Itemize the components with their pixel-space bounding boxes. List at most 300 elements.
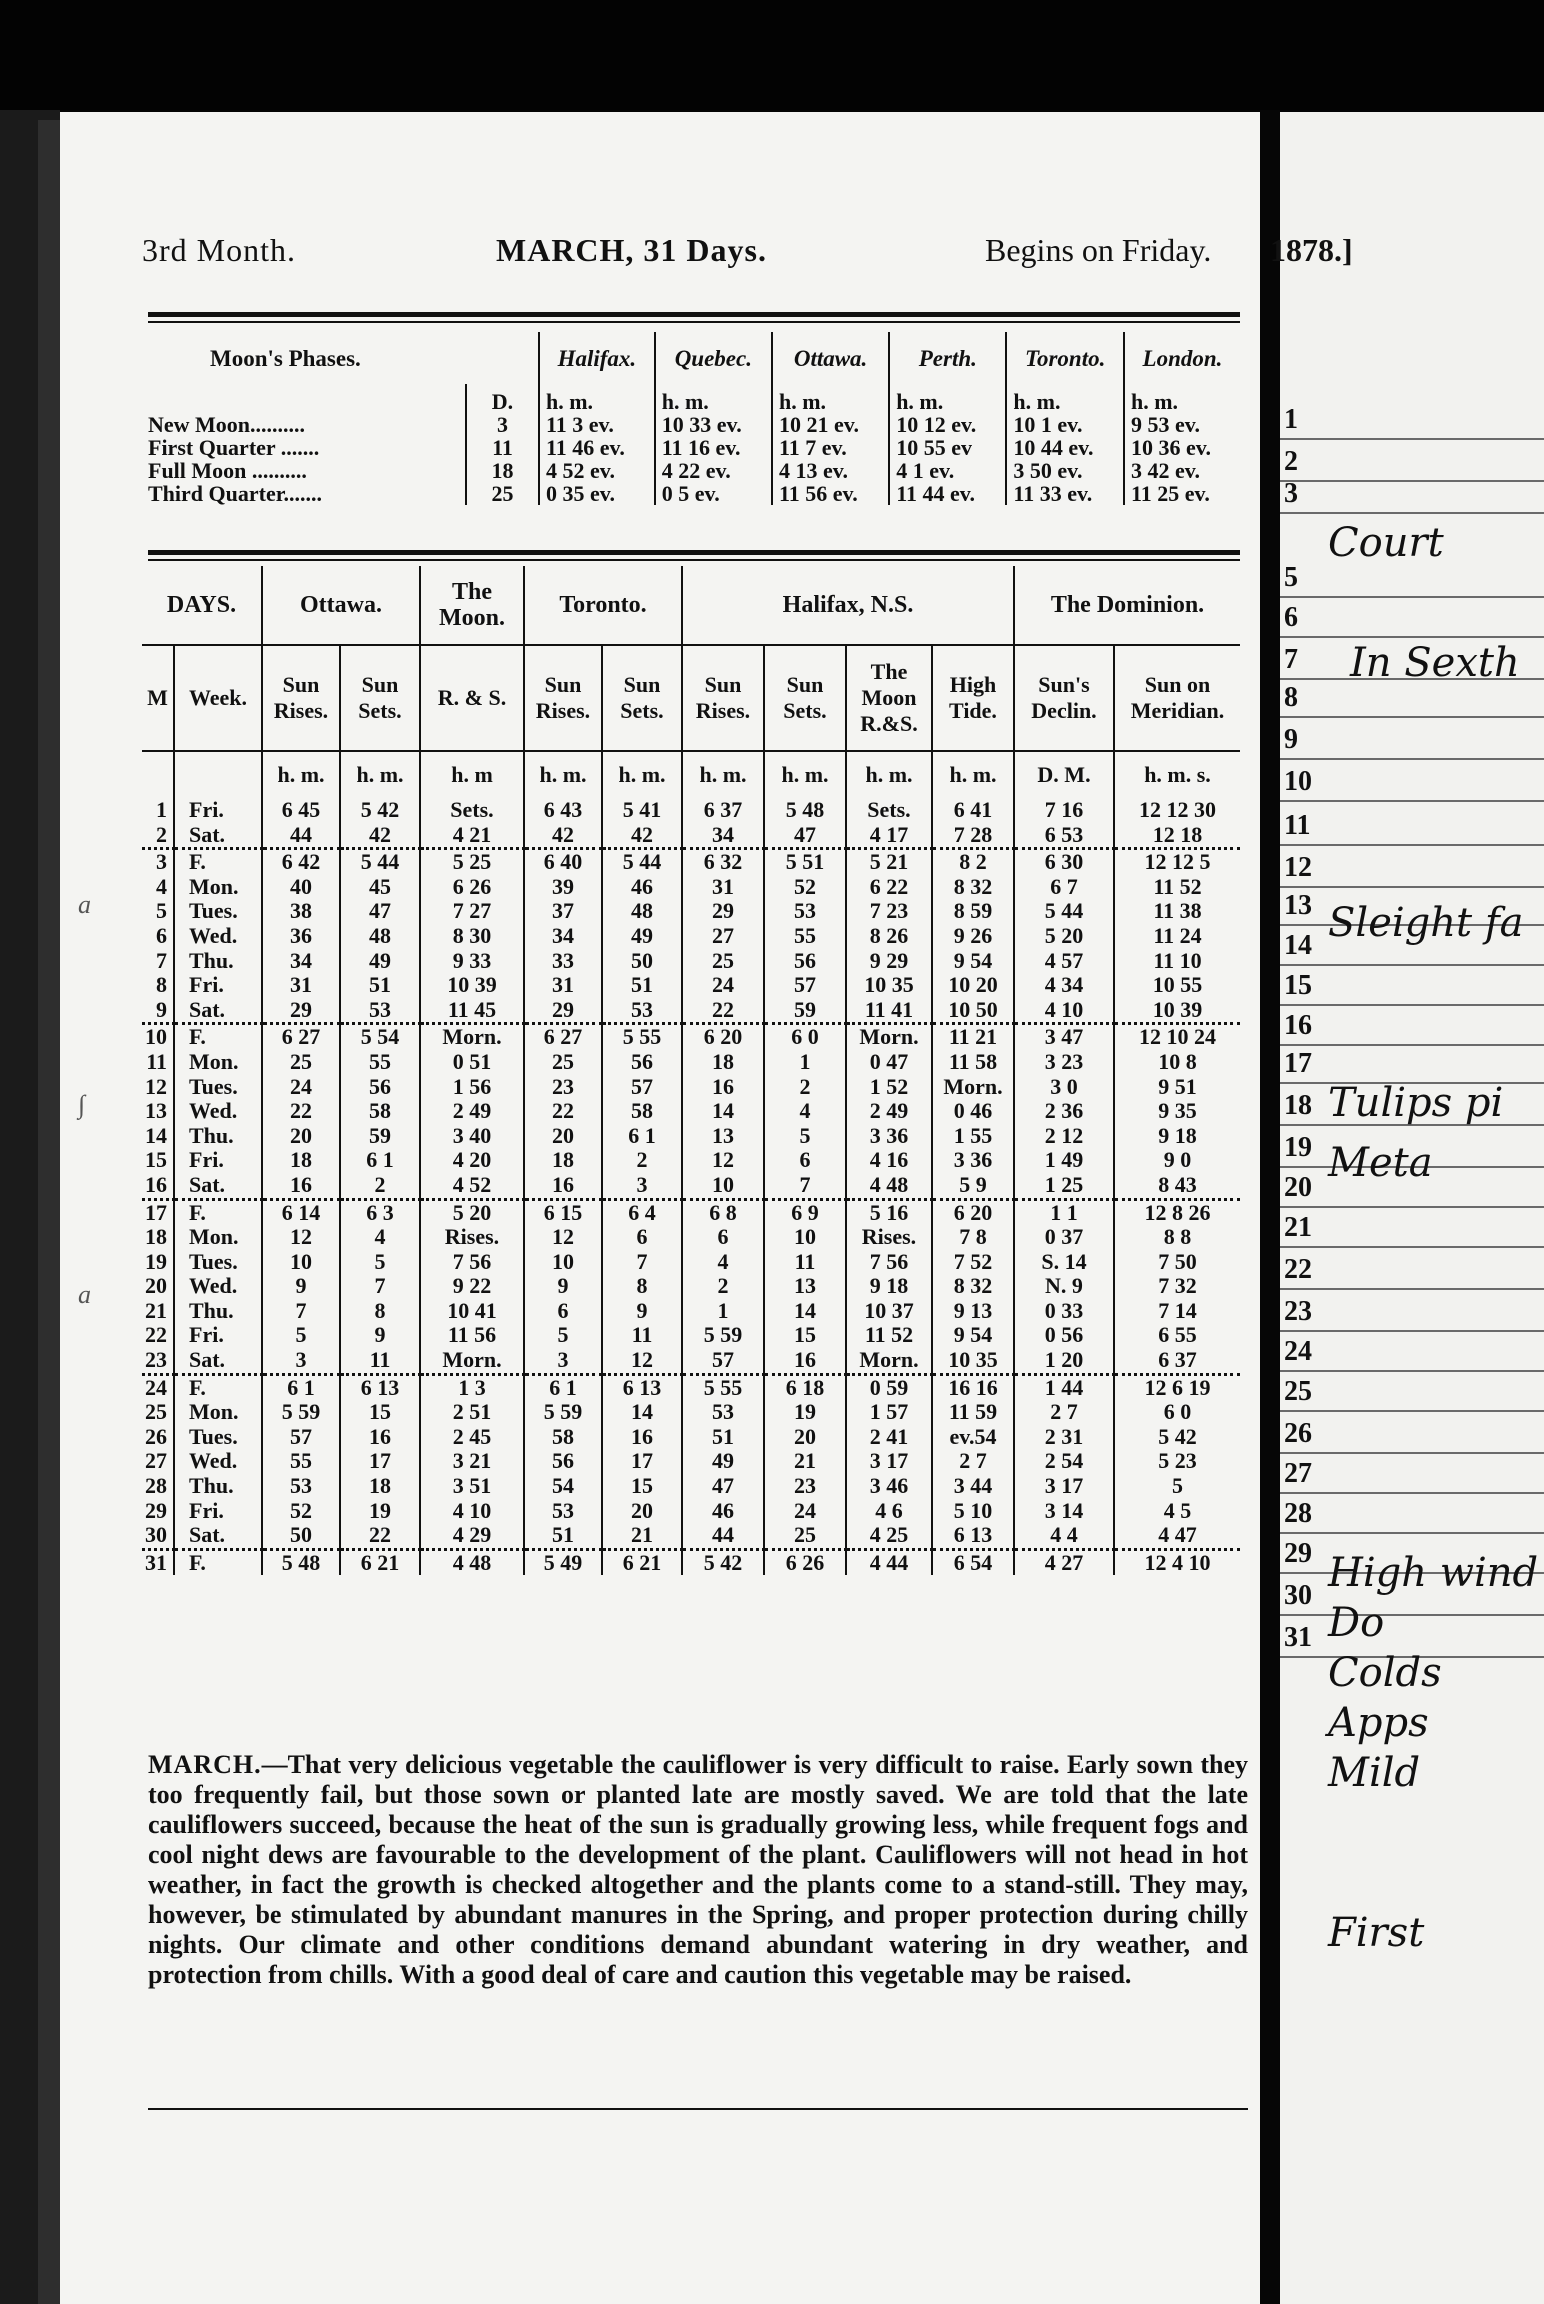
hm-label: h. m. [889, 384, 1006, 413]
handwritten-entry: In Sexth [1350, 640, 1520, 686]
unit-label: h. m. [764, 751, 846, 798]
day-cell: 15 [340, 1400, 420, 1425]
day-cell: 10 35 [846, 973, 932, 998]
weekday: F. [174, 1024, 262, 1050]
day-cell: 5 48 [262, 1549, 340, 1575]
day-cell: 6 [524, 1299, 602, 1324]
day-cell: 8 8 [1114, 1225, 1240, 1250]
day-cell: Morn. [846, 1348, 932, 1374]
ledger-day-number: 1 [1284, 404, 1298, 435]
day-cell: 59 [340, 1124, 420, 1149]
day-number: 5 [156, 898, 167, 924]
ledger-day-number: 7 [1284, 644, 1298, 675]
weekday: Mon. [174, 875, 262, 900]
phase-time: 11 3 ev. [539, 413, 655, 436]
unit-label: h. m. [524, 751, 602, 798]
ledger-day-number: 12 [1284, 852, 1312, 883]
day-cell: 2 54 [1014, 1449, 1114, 1474]
year-label: 1878.] [1270, 232, 1353, 268]
weekday: Thu. [174, 949, 262, 974]
day-cell: 11 10 [1114, 949, 1240, 974]
ledger-line [1280, 844, 1544, 846]
phase-time: 4 13 ev. [772, 459, 889, 482]
group-days: DAYS. [166, 592, 237, 618]
ledger-day-number: 14 [1284, 930, 1312, 961]
column-header: Sun on Meridian. [1114, 645, 1240, 751]
day-cell: 56 [524, 1449, 602, 1474]
weekday: Sat. [174, 1173, 262, 1199]
day-cell: 6 13 [340, 1374, 420, 1400]
unit-label [142, 751, 174, 798]
ledger-line [1280, 1246, 1544, 1248]
day-number: 22 [145, 1322, 167, 1348]
day-cell: 7 [764, 1173, 846, 1199]
day-cell: 7 [602, 1250, 682, 1275]
day-cell: 11 45 [420, 998, 524, 1024]
day-cell: 42 [340, 823, 420, 849]
phase-time: 10 44 ev. [1006, 436, 1124, 459]
ledger-day-number: 28 [1284, 1498, 1312, 1529]
day-cell: 3 46 [846, 1474, 932, 1499]
day-cell: 3 17 [846, 1449, 932, 1474]
day-number: 26 [145, 1423, 167, 1449]
day-cell: 23 [764, 1474, 846, 1499]
ledger-day-number: 2 [1284, 446, 1298, 477]
day-cell: 3 17 [1014, 1474, 1114, 1499]
day-cell: 4 10 [1014, 998, 1114, 1024]
ledger-day-number: 16 [1284, 1010, 1312, 1041]
note-lead: MARCH. [148, 1750, 262, 1779]
page-gutter [1260, 110, 1280, 2304]
handwritten-entry: Meta [1328, 1140, 1433, 1186]
day-cell: 11 59 [932, 1400, 1014, 1425]
column-header: The Moon R.&S. [846, 645, 932, 751]
day-cell: 8 30 [420, 924, 524, 949]
day-cell: 51 [602, 973, 682, 998]
facing-page [1280, 112, 1544, 2304]
d-label: D. [466, 384, 539, 413]
unit-label: h. m. [932, 751, 1014, 798]
day-row [142, 1024, 1240, 1050]
day-cell: 12 12 30 [1114, 798, 1240, 823]
day-cell: 8 [340, 1299, 420, 1324]
ledger-day-number: 22 [1284, 1254, 1312, 1285]
day-cell: 31 [262, 973, 340, 998]
day-cell: 49 [682, 1449, 764, 1474]
day-cell: 2 45 [420, 1425, 524, 1450]
day-row [142, 875, 1240, 900]
day-cell: 25 [682, 949, 764, 974]
day-cell: 7 50 [1114, 1250, 1240, 1275]
day-cell: 6 45 [262, 798, 340, 823]
day-number: 29 [145, 1497, 167, 1523]
day-cell: 9 51 [1114, 1075, 1240, 1100]
day-cell: 10 39 [420, 973, 524, 998]
day-cell: 9 33 [420, 949, 524, 974]
weekday: Mon. [174, 1225, 262, 1250]
weekday: Fri. [174, 798, 262, 823]
day-cell: 46 [682, 1499, 764, 1524]
day-row [142, 949, 1240, 974]
day-cell: 25 [524, 1050, 602, 1075]
day-cell: 5 49 [524, 1549, 602, 1575]
day-cell: 5 42 [1114, 1425, 1240, 1450]
phase-time: 11 7 ev. [772, 436, 889, 459]
day-cell: 3 36 [846, 1124, 932, 1149]
handwritten-entry: Mild [1328, 1750, 1421, 1796]
day-number: 7 [156, 947, 167, 973]
phase-time: 10 21 ev. [772, 413, 889, 436]
city-halifax: Halifax. [539, 332, 655, 384]
day-cell: 5 54 [340, 1024, 420, 1050]
margin-mark: ∫ [78, 1090, 86, 1119]
phase-row-first-quarter [142, 436, 1240, 459]
phase-time: 3 50 ev. [1006, 459, 1124, 482]
ledger-day-number: 13 [1284, 890, 1312, 921]
day-cell: 5 [262, 1323, 340, 1348]
day-cell: 6 43 [524, 798, 602, 823]
day-cell: 57 [764, 973, 846, 998]
phase-time: 11 16 ev. [655, 436, 772, 459]
day-cell: 4 5 [1114, 1499, 1240, 1524]
day-cell: 24 [682, 973, 764, 998]
ledger-line [1280, 716, 1544, 718]
day-cell: Morn. [932, 1075, 1014, 1100]
day-cell: 10 8 [1114, 1050, 1240, 1075]
weekday: Wed. [174, 1449, 262, 1474]
ledger-line [1280, 886, 1544, 888]
day-cell: 11 52 [846, 1323, 932, 1348]
day-row [142, 1050, 1240, 1075]
day-cell: 4 44 [846, 1549, 932, 1575]
day-cell: 1 20 [1014, 1348, 1114, 1374]
day-cell: 5 20 [1014, 924, 1114, 949]
day-cell: 4 27 [1014, 1549, 1114, 1575]
day-cell: Sets. [420, 798, 524, 823]
group-the-moon: The Moon. [420, 566, 524, 645]
phase-time: 11 56 ev. [772, 482, 889, 505]
day-cell: ev.54 [932, 1425, 1014, 1450]
day-cell: 4 [682, 1250, 764, 1275]
day-cell: 5 44 [1014, 899, 1114, 924]
day-row [142, 1274, 1240, 1299]
ledger-day-number: 5 [1284, 562, 1298, 593]
day-cell: 18 [340, 1474, 420, 1499]
day-cell: 42 [602, 823, 682, 849]
ledger-line [1280, 1410, 1544, 1412]
day-number: 28 [145, 1473, 167, 1499]
day-cell: 5 59 [524, 1400, 602, 1425]
ledger-day-number: 17 [1284, 1048, 1312, 1079]
day-row [142, 1523, 1240, 1549]
day-cell: 4 47 [1114, 1523, 1240, 1549]
day-cell: 10 41 [420, 1299, 524, 1324]
day-cell: 58 [602, 1099, 682, 1124]
day-cell: 0 47 [846, 1050, 932, 1075]
day-cell: 58 [524, 1425, 602, 1450]
day-cell: 50 [262, 1523, 340, 1549]
weekday: Wed. [174, 1099, 262, 1124]
day-cell: 10 55 [1114, 973, 1240, 998]
day-cell: 3 36 [932, 1148, 1014, 1173]
day-cell: 52 [262, 1499, 340, 1524]
day-cell: 8 26 [846, 924, 932, 949]
day-cell: 0 56 [1014, 1323, 1114, 1348]
day-cell: 4 [764, 1099, 846, 1124]
unit-label: h. m. [846, 751, 932, 798]
unit-label: D. M. [1014, 751, 1114, 798]
day-cell: 6 7 [1014, 875, 1114, 900]
day-cell: 6 37 [682, 798, 764, 823]
day-cell: 5 42 [682, 1549, 764, 1575]
day-cell: 20 [524, 1124, 602, 1149]
weekday: Mon. [174, 1050, 262, 1075]
ledger-line [1280, 1004, 1544, 1006]
day-cell: 2 49 [846, 1099, 932, 1124]
day-cell: 11 58 [932, 1050, 1014, 1075]
day-cell: 5 [764, 1124, 846, 1149]
day-number: 8 [156, 972, 167, 998]
phase-name: New Moon.......... [148, 412, 306, 437]
day-cell: 47 [682, 1474, 764, 1499]
weekday: Mon. [174, 1400, 262, 1425]
day-cell: 3 [524, 1348, 602, 1374]
day-cell: 3 [602, 1173, 682, 1199]
day-cell: 5 [524, 1323, 602, 1348]
day-cell: 6 14 [262, 1199, 340, 1225]
day-cell: 19 [764, 1400, 846, 1425]
day-cell: 16 [682, 1075, 764, 1100]
day-cell: 9 35 [1114, 1099, 1240, 1124]
weekday: F. [174, 1374, 262, 1400]
day-cell: 3 14 [1014, 1499, 1114, 1524]
day-cell: 7 23 [846, 899, 932, 924]
day-cell: 4 10 [420, 1499, 524, 1524]
day-cell: 25 [764, 1523, 846, 1549]
unit-label: h. m. [340, 751, 420, 798]
day-cell: 1 3 [420, 1374, 524, 1400]
unit-label: h. m. [682, 751, 764, 798]
day-cell: 12 12 5 [1114, 849, 1240, 875]
weekday: F. [174, 1549, 262, 1575]
day-cell: 21 [602, 1523, 682, 1549]
day-cell: 11 52 [1114, 875, 1240, 900]
day-cell: 24 [764, 1499, 846, 1524]
day-cell: 3 44 [932, 1474, 1014, 1499]
day-cell: 48 [602, 899, 682, 924]
ledger-line [1280, 1492, 1544, 1494]
day-row [142, 1148, 1240, 1173]
day-cell: 22 [262, 1099, 340, 1124]
day-cell: 11 38 [1114, 899, 1240, 924]
day-cell: 3 51 [420, 1474, 524, 1499]
ledger-line [1280, 1330, 1544, 1332]
day-cell: 3 47 [1014, 1024, 1114, 1050]
weekday: Thu. [174, 1474, 262, 1499]
day-number: 19 [145, 1248, 167, 1274]
weekday: Tues. [174, 1250, 262, 1275]
day-cell: 6 13 [602, 1374, 682, 1400]
day-cell: 5 9 [932, 1173, 1014, 1199]
day-cell: 7 [262, 1299, 340, 1324]
day-cell: 6 9 [764, 1199, 846, 1225]
day-cell: 9 18 [1114, 1124, 1240, 1149]
phase-day: 11 [466, 436, 539, 459]
day-cell: 1 49 [1014, 1148, 1114, 1173]
day-cell: 47 [764, 823, 846, 849]
day-row [142, 823, 1240, 849]
day-cell: 9 22 [420, 1274, 524, 1299]
day-row [142, 1075, 1240, 1100]
day-cell: 9 18 [846, 1274, 932, 1299]
weekday: Thu. [174, 1299, 262, 1324]
day-cell: 9 54 [932, 949, 1014, 974]
day-cell: 6 26 [420, 875, 524, 900]
day-cell: 2 [682, 1274, 764, 1299]
day-cell: 5 51 [764, 849, 846, 875]
day-cell: 6 21 [602, 1549, 682, 1575]
weekday: Sat. [174, 1523, 262, 1549]
day-cell: 23 [524, 1075, 602, 1100]
day-cell: 0 46 [932, 1099, 1014, 1124]
day-number: 23 [145, 1347, 167, 1373]
note-text: —That very delicious vegetable the cauliflower is very difficult to raise. Early sown they too frequently fail, but those sown or planted late are mostly saved. We are told that the late cauliflowers succeed, because the heat of the sun is gradually growing less, while frequent fogs and cool night dews are favourable to the development of the plant. Cauliflowers will not head in hot weather, in fact the growth is checked altogether and the plants come to a stand-still. They may, however, be stimulated by abundant manures in the Spring, and proper protection during chilly nights. Our climate and other conditions demand abundant watering in dry weather, and protection from chills. With a good deal of care and caution this vegetable may be raised. [148, 1750, 1248, 1989]
column-header: M [142, 645, 174, 751]
ledger-line [1280, 596, 1544, 598]
ledger-day-number: 31 [1284, 1622, 1312, 1653]
day-cell: 53 [524, 1499, 602, 1524]
day-cell: 12 [262, 1225, 340, 1250]
day-cell: 57 [682, 1348, 764, 1374]
day-cell: 5 55 [602, 1024, 682, 1050]
day-cell: 53 [262, 1474, 340, 1499]
day-row [142, 1449, 1240, 1474]
phase-time: 10 33 ev. [655, 413, 772, 436]
column-header: High Tide. [932, 645, 1014, 751]
handwritten-entry: Colds [1328, 1650, 1442, 1696]
day-cell: 16 [602, 1425, 682, 1450]
weekday: Wed. [174, 924, 262, 949]
day-row [142, 1499, 1240, 1524]
phase-time: 11 46 ev. [539, 436, 655, 459]
day-row [142, 1199, 1240, 1225]
ledger-day-number: 25 [1284, 1376, 1312, 1407]
ledger-day-number: 15 [1284, 970, 1312, 1001]
day-cell: 12 8 26 [1114, 1199, 1240, 1225]
day-cell: 29 [262, 998, 340, 1024]
day-cell: 1 55 [932, 1124, 1014, 1149]
day-cell: 14 [682, 1099, 764, 1124]
column-header: Sun Sets. [602, 645, 682, 751]
day-cell: 6 1 [262, 1374, 340, 1400]
day-cell: 6 20 [932, 1199, 1014, 1225]
weekday: Fri. [174, 1148, 262, 1173]
day-cell: 6 [682, 1225, 764, 1250]
phase-time: 11 33 ev. [1006, 482, 1124, 505]
day-cell: 12 10 24 [1114, 1024, 1240, 1050]
day-cell: 56 [764, 949, 846, 974]
weekday: Fri. [174, 1323, 262, 1348]
day-cell: 52 [764, 875, 846, 900]
day-cell: 4 48 [420, 1549, 524, 1575]
phase-time: 11 25 ev. [1124, 482, 1240, 505]
margin-mark: a [78, 890, 91, 919]
day-number: 9 [156, 996, 167, 1022]
weekday: Sat. [174, 1348, 262, 1374]
day-cell: S. 14 [1014, 1250, 1114, 1275]
day-cell: 16 [262, 1173, 340, 1199]
handwritten-entry: Court [1328, 520, 1444, 566]
day-cell: 6 13 [932, 1523, 1014, 1549]
day-cell: 3 0 [1014, 1075, 1114, 1100]
day-cell: 2 49 [420, 1099, 524, 1124]
day-row [142, 1124, 1240, 1149]
ledger-line [1280, 800, 1544, 802]
day-cell: 18 [682, 1050, 764, 1075]
phase-time: 4 22 ev. [655, 459, 772, 482]
day-cell: 13 [764, 1274, 846, 1299]
day-cell: 4 34 [1014, 973, 1114, 998]
day-cell: 2 7 [932, 1449, 1014, 1474]
day-number: 11 [146, 1048, 167, 1074]
day-row [142, 1299, 1240, 1324]
ledger-day-number: 24 [1284, 1336, 1312, 1367]
day-number: 30 [145, 1522, 167, 1548]
day-cell: 9 [340, 1323, 420, 1348]
day-cell: Rises. [420, 1225, 524, 1250]
ledger-day-number: 10 [1284, 766, 1312, 797]
weekday: Tues. [174, 1075, 262, 1100]
unit-label: h. m [420, 751, 524, 798]
phase-time: 3 42 ev. [1124, 459, 1240, 482]
day-cell: 22 [340, 1523, 420, 1549]
day-cell: 5 23 [1114, 1449, 1240, 1474]
day-cell: 4 4 [1014, 1523, 1114, 1549]
day-cell: 10 37 [846, 1299, 932, 1324]
footer-rule [148, 2108, 1248, 2110]
ledger-day-number: 11 [1284, 810, 1311, 841]
day-cell: 31 [524, 973, 602, 998]
phase-time: 0 5 ev. [655, 482, 772, 505]
phase-row-new-moon [142, 413, 1240, 436]
day-cell: 6 1 [340, 1148, 420, 1173]
hm-label: h. m. [1124, 384, 1240, 413]
day-cell: 50 [602, 949, 682, 974]
day-cell: Morn. [420, 1024, 524, 1050]
day-row [142, 1549, 1240, 1575]
day-cell: 29 [524, 998, 602, 1024]
day-number: 15 [145, 1147, 167, 1173]
day-number: 16 [145, 1171, 167, 1197]
city-perth: Perth. [889, 332, 1006, 384]
day-cell: 7 27 [420, 899, 524, 924]
march-note [148, 1750, 1248, 1990]
day-number: 3 [142, 849, 174, 875]
day-cell: 34 [682, 823, 764, 849]
column-header: R. & S. [420, 645, 524, 751]
day-row [142, 1374, 1240, 1400]
day-cell: 8 43 [1114, 1173, 1240, 1199]
day-cell: 1 1 [1014, 1199, 1114, 1225]
day-cell: 29 [682, 899, 764, 924]
day-cell: 6 40 [524, 849, 602, 875]
day-cell: 0 59 [846, 1374, 932, 1400]
ledger-line [1280, 438, 1544, 440]
day-cell: 55 [340, 1050, 420, 1075]
ledger-line [1280, 758, 1544, 760]
ledger-line [1280, 1532, 1544, 1534]
day-cell: 44 [682, 1523, 764, 1549]
